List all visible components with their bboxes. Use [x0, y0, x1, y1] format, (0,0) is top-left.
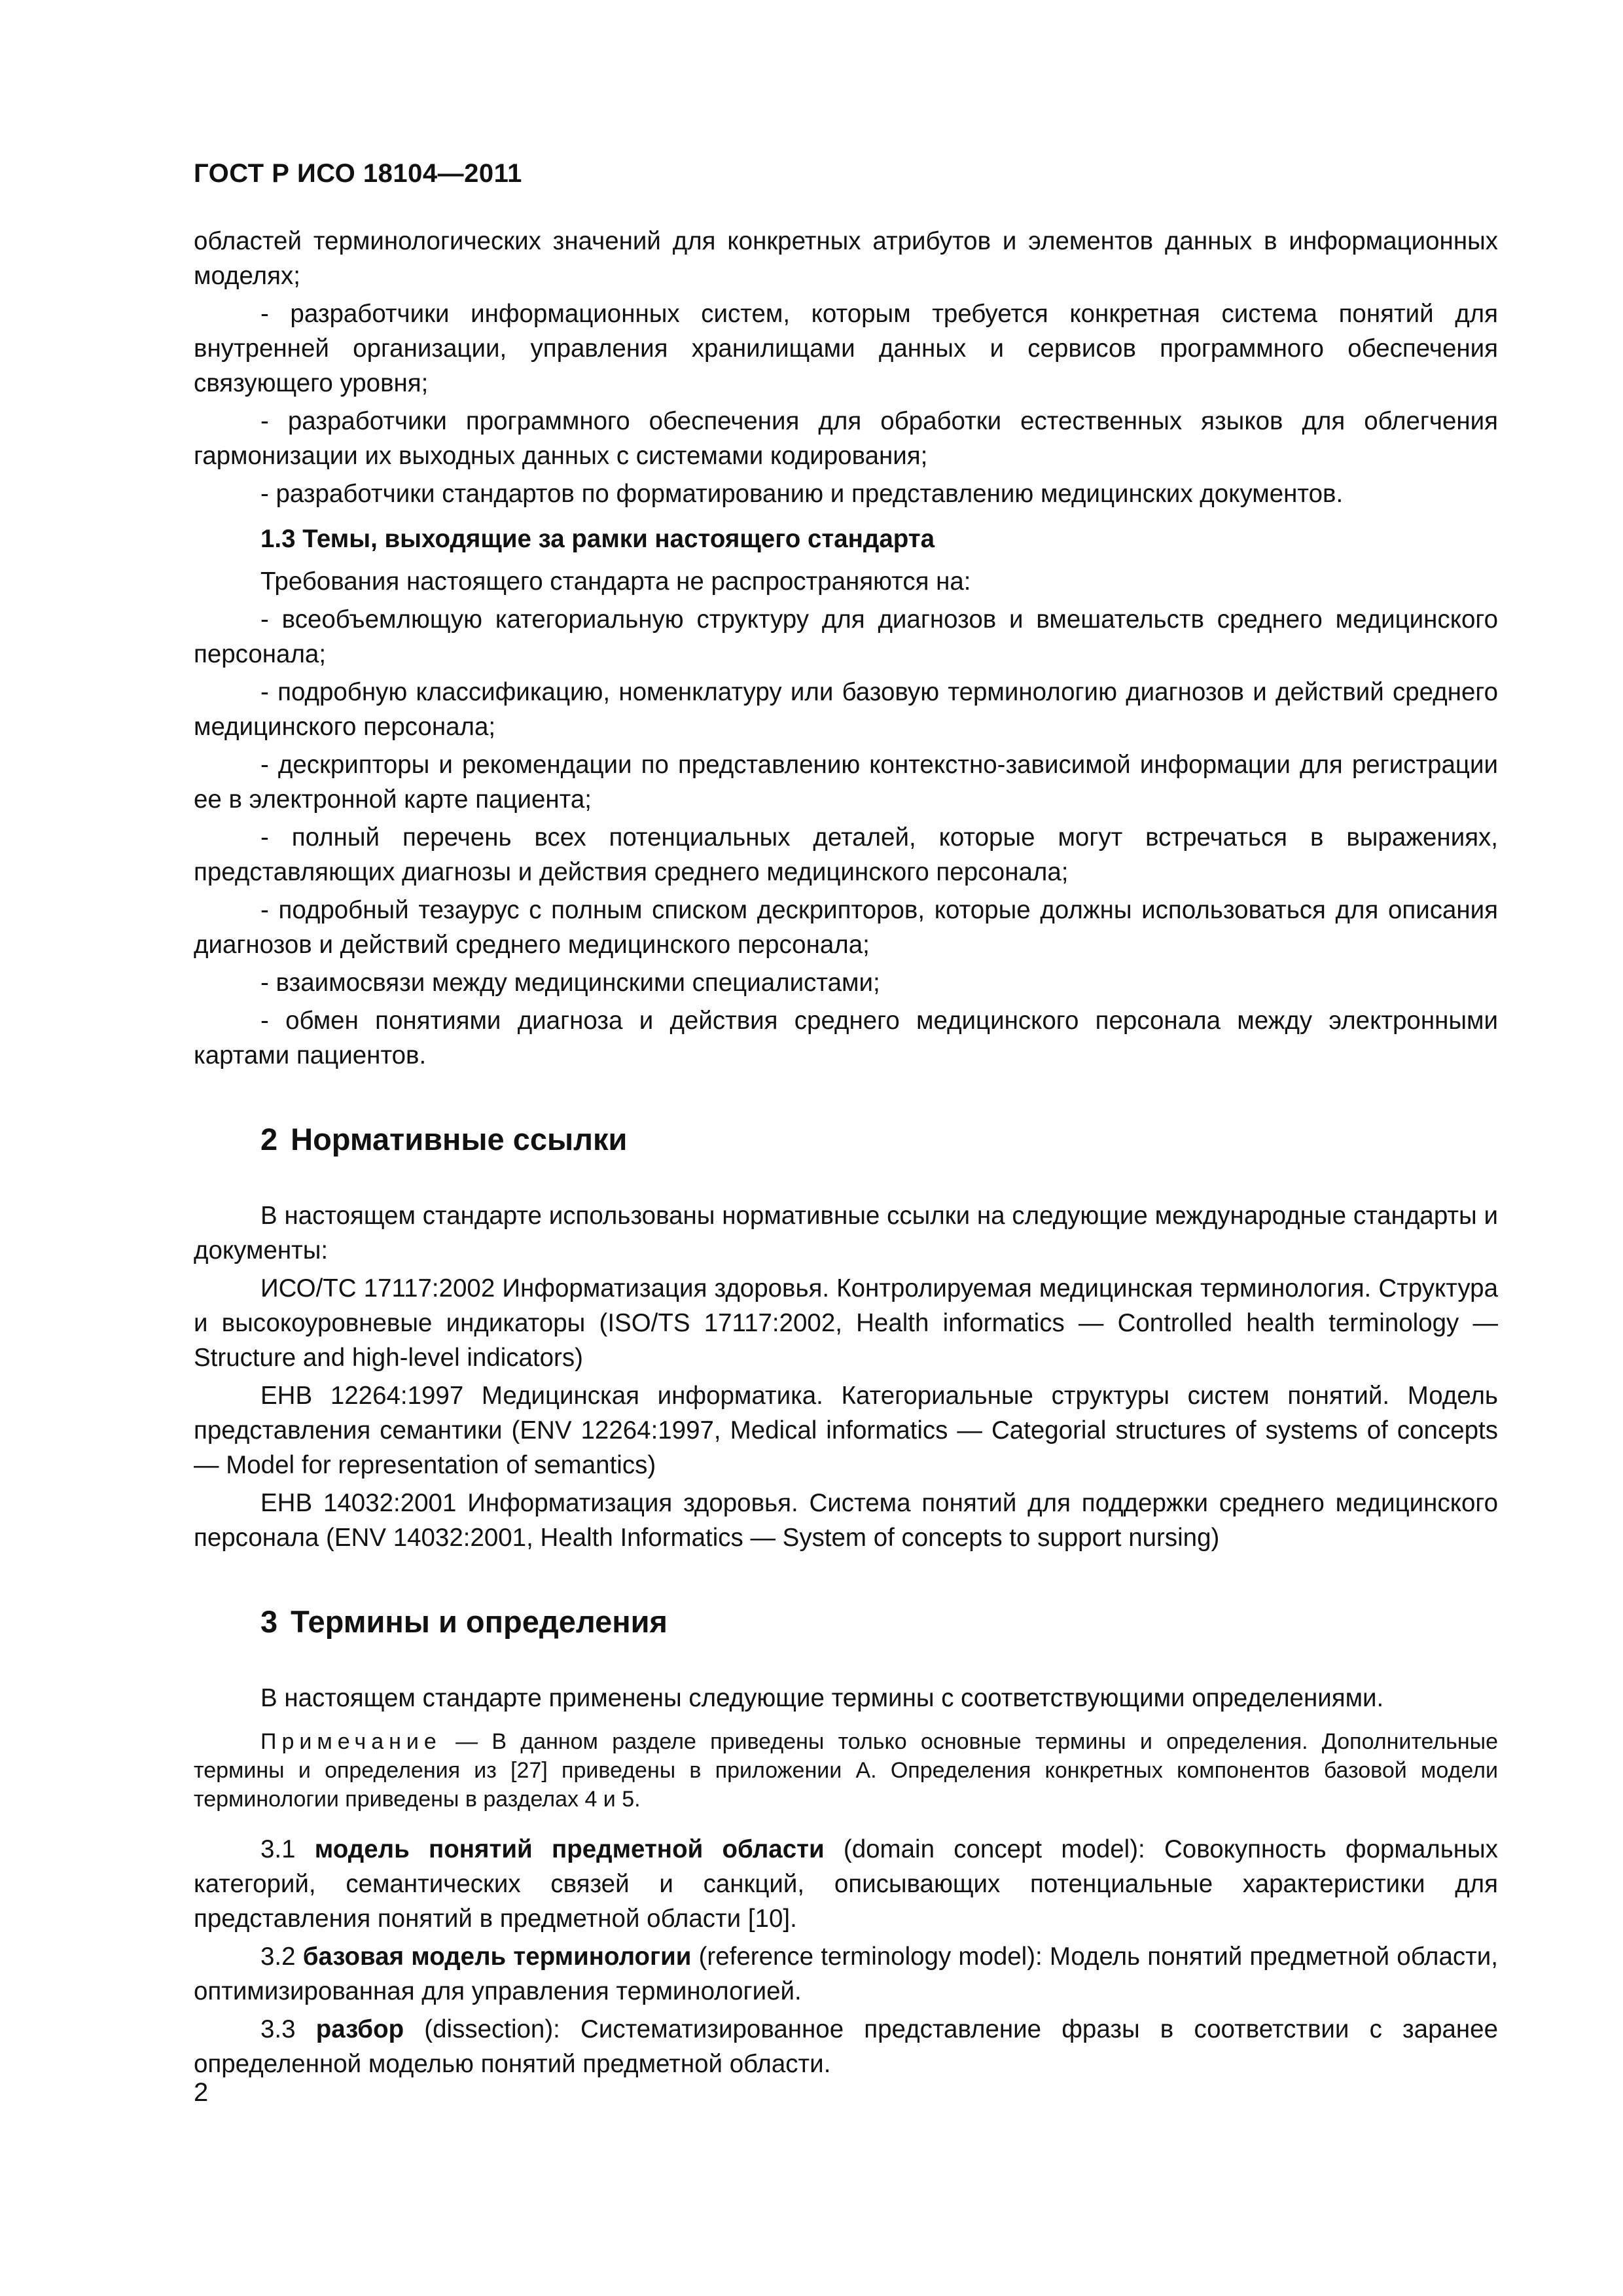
section-title: Термины и определения	[291, 1604, 668, 1639]
section-lead: В настоящем стандарте использованы нормативные ссылки на следующие международные стандарты и документы:	[194, 1202, 1498, 1265]
term-name: модель понятий предметной области	[314, 1835, 825, 1863]
term-definition	[194, 2012, 1498, 2081]
section-heading-terms	[260, 1602, 1498, 1641]
normative-reference: ИСО/ТС 17117:2002 Информатизация здоровья. Контролируемая медицинская терминология. Структура и высокоуровневые индикаторы (ISO/TS 17117:2002, Health informatics — Controlled health terminology — Structure and high-level indicators)	[194, 1274, 1498, 1372]
term-number: 3.1	[260, 1835, 296, 1863]
term-definition	[194, 1939, 1498, 2009]
note	[194, 1727, 1498, 1814]
exclusion-item: - взаимосвязи между медицинскими специалистами;	[260, 969, 880, 997]
section-number: 2	[260, 1122, 278, 1157]
subsection-heading: 1.3 Темы, выходящие за рамки настоящего стандарта	[260, 525, 935, 553]
exclusion-item: - подробную классификацию, номенклатуру или базовую терминологию диагнозов и действий среднего медицинского персонала;	[194, 678, 1498, 741]
document-header: ГОСТ Р ИСО 18104—2011	[194, 159, 522, 188]
section-title: Нормативные ссылки	[291, 1122, 628, 1157]
intro-paragraph: областей терминологических значений для конкретных атрибутов и элементов данных в информационных моделях;	[194, 227, 1498, 290]
note-text: — В данном разделе приведены только основные термины и определения. Дополнительные термины и определения из [27] приведены в приложении А. Определения конкретных компонентов базовой модели терминологии приведены в разделах 4 и 5.	[194, 1729, 1498, 1812]
normative-reference: ЕНВ 14032:2001 Информатизация здоровья. Система понятий для поддержки среднего медицинского персонала (ENV 14032:2001, Health Informatics — System of concepts to support nursing)	[194, 1489, 1498, 1552]
page-content	[194, 224, 1498, 2085]
term-name: разбор	[315, 2015, 404, 2043]
term-name: базовая модель терминологии	[302, 1943, 692, 1971]
subsection-lead: Требования настоящего стандарта не распространяются на:	[260, 567, 971, 596]
term-text: (dissection): Систематизированное представление фразы в соответствии с заранее определенной моделью понятий предметной области.	[194, 2015, 1499, 2078]
term-text: (domain concept model): Совокупность формальных категорий, семантических связей и санкций, описывающих потенциальные характеристики для представления понятий в предметной области [10].	[194, 1835, 1498, 1933]
page-number: 2	[194, 2078, 209, 2107]
section-heading-normative-refs	[260, 1120, 1498, 1159]
normative-reference: ЕНВ 12264:1997 Медицинская информатика. Категориальные структуры систем понятий. Модель представления семантики (ENV 12264:1997, Medical informatics — Categorial structures of systems of concepts — Model for representation of semantics)	[194, 1382, 1498, 1479]
term-definition	[194, 1832, 1498, 1936]
term-number: 3.2	[260, 1943, 296, 1971]
exclusion-item: - дескрипторы и рекомендации по представлению контекстно-зависимой информации для регистрации ее в электронной карте пациента;	[194, 751, 1498, 814]
intro-list-item: - разработчики стандартов по форматированию и представлению медицинских документов.	[260, 480, 1344, 508]
intro-list-item: - разработчики программного обеспечения для обработки естественных языков для облегчения гармонизации их выходных данных с системами кодирования;	[194, 407, 1498, 470]
term-number: 3.3	[260, 2015, 296, 2043]
term-text: (reference terminology model): Модель понятий предметной области, оптимизированная для управления терминологией.	[194, 1943, 1498, 2005]
note-label: Примечание	[260, 1729, 442, 1754]
exclusion-item: - полный перечень всех потенциальных деталей, которые могут встречаться в выражениях, представляющих диагнозы и действия среднего медицинского персонала;	[194, 823, 1498, 886]
exclusion-item: - подробный тезаурус с полным списком дескрипторов, которые должны использоваться для описания диагнозов и действий среднего медицинского персонала;	[194, 896, 1498, 959]
exclusion-item: - обмен понятиями диагноза и действия среднего медицинского персонала между электронными картами пациентов.	[194, 1007, 1498, 1069]
section-number: 3	[260, 1604, 278, 1639]
section-lead: В настоящем стандарте применены следующие термины с соответствующими определениями.	[260, 1684, 1384, 1712]
intro-list-item: - разработчики информационных систем, которым требуется конкретная система понятий для внутренней организации, управления хранилищами данных и сервисов программного обеспечения связующего уровня;	[194, 300, 1498, 397]
exclusion-item: - всеобъемлющую категориальную структуру для диагнозов и вмешательств среднего медицинского персонала;	[194, 605, 1498, 668]
